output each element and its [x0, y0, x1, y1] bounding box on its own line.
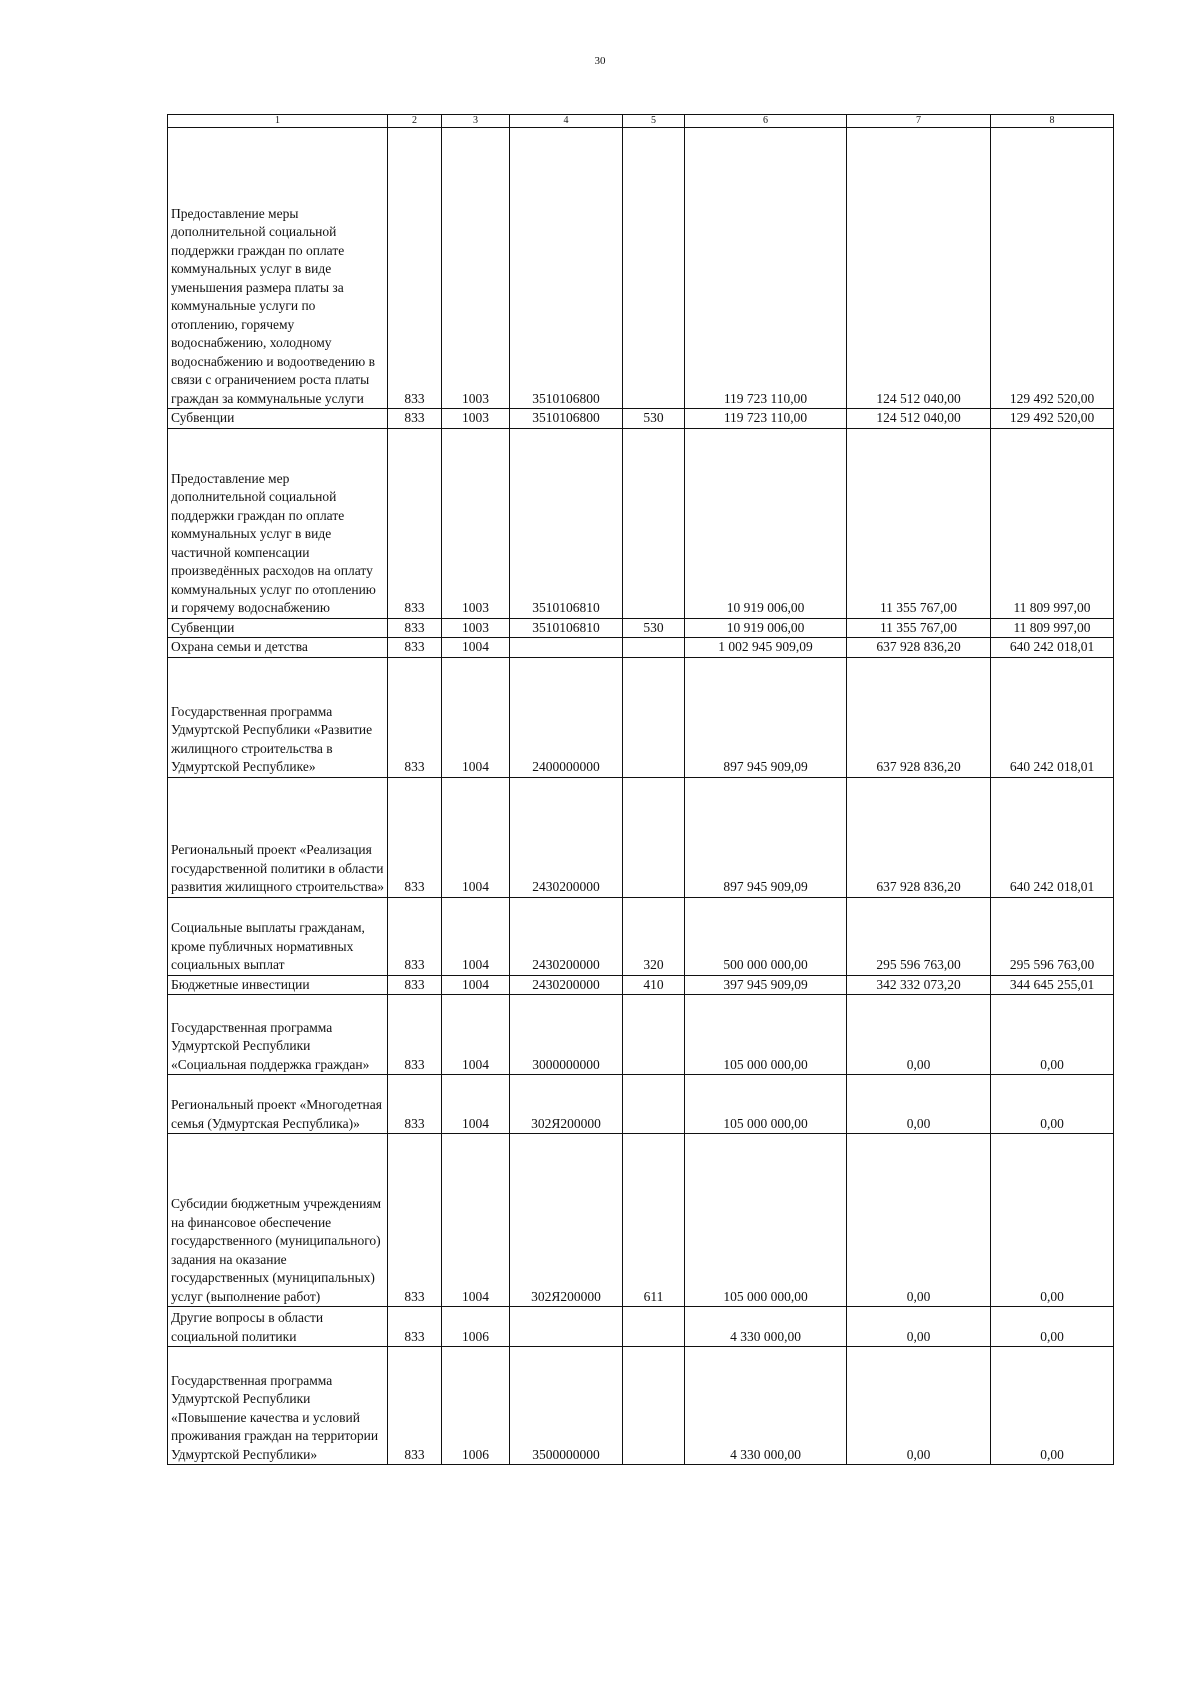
cell-target-article: 3510106800	[510, 409, 623, 429]
cell-amount-7: 124 512 040,00	[847, 128, 991, 409]
cell-admin-code: 833	[388, 995, 442, 1075]
cell-expense-type: 320	[623, 897, 685, 975]
cell-admin-code: 833	[388, 897, 442, 975]
row-name: Государственная программа Удмуртской Республики «Развитие жилищного строительства в Удмуртской Республике»	[168, 657, 388, 777]
cell-target-article: 3510106810	[510, 428, 623, 618]
cell-amount-7: 0,00	[847, 1075, 991, 1134]
cell-target-article: 3510106810	[510, 618, 623, 638]
row-name: Предоставление мер дополнительной социальной поддержки граждан по оплате коммунальных услуг в виде частичной компенсации произведённых расходов на оплату коммунальных услуг по отоплению и горячему водоснабжению	[168, 428, 388, 618]
column-header: 5	[623, 115, 685, 128]
table-row	[168, 1134, 1114, 1307]
cell-admin-code: 833	[388, 1347, 442, 1465]
column-number-row	[168, 115, 1114, 128]
cell-amount-7: 295 596 763,00	[847, 897, 991, 975]
cell-section: 1003	[442, 128, 510, 409]
cell-amount-8: 0,00	[991, 1134, 1114, 1307]
cell-expense-type: 410	[623, 975, 685, 995]
cell-section: 1004	[442, 777, 510, 897]
table-row	[168, 975, 1114, 995]
cell-section: 1006	[442, 1307, 510, 1347]
cell-section: 1006	[442, 1347, 510, 1465]
row-name: Региональный проект «Многодетная семья (Удмуртская Республика)»	[168, 1075, 388, 1134]
cell-expense-type	[623, 1347, 685, 1465]
cell-section: 1004	[442, 897, 510, 975]
cell-expense-type	[623, 128, 685, 409]
cell-admin-code: 833	[388, 657, 442, 777]
table-row	[168, 1307, 1114, 1347]
row-name: Бюджетные инвестиции	[168, 975, 388, 995]
cell-admin-code: 833	[388, 409, 442, 429]
cell-amount-8: 0,00	[991, 1075, 1114, 1134]
cell-expense-type	[623, 777, 685, 897]
cell-amount-8: 129 492 520,00	[991, 128, 1114, 409]
column-header: 1	[168, 115, 388, 128]
row-name: Субвенции	[168, 409, 388, 429]
cell-amount-6: 105 000 000,00	[685, 995, 847, 1075]
cell-admin-code: 833	[388, 777, 442, 897]
page-number: 30	[594, 55, 606, 67]
cell-amount-7: 637 928 836,20	[847, 638, 991, 658]
cell-amount-6: 105 000 000,00	[685, 1134, 847, 1307]
cell-amount-7: 0,00	[847, 1307, 991, 1347]
cell-amount-7: 11 355 767,00	[847, 428, 991, 618]
cell-admin-code: 833	[388, 1075, 442, 1134]
cell-admin-code: 833	[388, 128, 442, 409]
cell-target-article: 2430200000	[510, 975, 623, 995]
row-name: Другие вопросы в области социальной политики	[168, 1307, 388, 1347]
cell-admin-code: 833	[388, 638, 442, 658]
cell-amount-6: 1 002 945 909,09	[685, 638, 847, 658]
cell-amount-8: 640 242 018,01	[991, 638, 1114, 658]
cell-target-article	[510, 638, 623, 658]
column-header: 3	[442, 115, 510, 128]
table-row	[168, 1347, 1114, 1465]
cell-admin-code: 833	[388, 1307, 442, 1347]
cell-amount-6: 10 919 006,00	[685, 618, 847, 638]
cell-amount-8: 640 242 018,01	[991, 657, 1114, 777]
row-name: Субвенции	[168, 618, 388, 638]
cell-target-article: 3000000000	[510, 995, 623, 1075]
cell-section: 1004	[442, 995, 510, 1075]
cell-section: 1004	[442, 975, 510, 995]
table-row	[168, 638, 1114, 658]
column-header: 7	[847, 115, 991, 128]
cell-amount-8: 11 809 997,00	[991, 618, 1114, 638]
row-name: Предоставление меры дополнительной социальной поддержки граждан по оплате коммунальных услуг в виде уменьшения размера платы за коммунальные услуги по отоплению, горячему водоснабжению, холодному водоснабжению и водоотведению в связи с ограничением роста платы граждан за коммунальные услуги	[168, 128, 388, 409]
cell-amount-6: 500 000 000,00	[685, 897, 847, 975]
cell-expense-type: 530	[623, 618, 685, 638]
column-header: 6	[685, 115, 847, 128]
cell-section: 1003	[442, 618, 510, 638]
row-name: Региональный проект «Реализация государственной политики в области развития жилищного строительства»	[168, 777, 388, 897]
cell-amount-6: 897 945 909,09	[685, 657, 847, 777]
cell-amount-6: 4 330 000,00	[685, 1307, 847, 1347]
table-row	[168, 128, 1114, 409]
cell-amount-8: 344 645 255,01	[991, 975, 1114, 995]
cell-expense-type: 611	[623, 1134, 685, 1307]
cell-amount-6: 397 945 909,09	[685, 975, 847, 995]
table-row	[168, 897, 1114, 975]
table-row	[168, 1075, 1114, 1134]
cell-expense-type	[623, 657, 685, 777]
row-name: Государственная программа Удмуртской Республики «Социальная поддержка граждан»	[168, 995, 388, 1075]
cell-target-article: 3510106800	[510, 128, 623, 409]
cell-amount-8: 0,00	[991, 995, 1114, 1075]
cell-amount-7: 0,00	[847, 1347, 991, 1465]
cell-amount-8: 0,00	[991, 1307, 1114, 1347]
cell-expense-type	[623, 428, 685, 618]
cell-amount-6: 4 330 000,00	[685, 1347, 847, 1465]
cell-section: 1004	[442, 638, 510, 658]
table-row	[168, 777, 1114, 897]
row-name: Государственная программа Удмуртской Республики «Повышение качества и условий проживания граждан на территории Удмуртской Республики»	[168, 1347, 388, 1465]
cell-expense-type	[623, 1075, 685, 1134]
cell-section: 1004	[442, 1134, 510, 1307]
table-row	[168, 618, 1114, 638]
cell-amount-7: 124 512 040,00	[847, 409, 991, 429]
cell-amount-7: 0,00	[847, 995, 991, 1075]
column-header: 2	[388, 115, 442, 128]
budget-table	[167, 114, 1114, 1465]
cell-amount-6: 105 000 000,00	[685, 1075, 847, 1134]
cell-admin-code: 833	[388, 1134, 442, 1307]
cell-expense-type: 530	[623, 409, 685, 429]
cell-amount-8: 11 809 997,00	[991, 428, 1114, 618]
cell-amount-6: 119 723 110,00	[685, 409, 847, 429]
column-header: 4	[510, 115, 623, 128]
cell-admin-code: 833	[388, 975, 442, 995]
table-row	[168, 428, 1114, 618]
cell-admin-code: 833	[388, 618, 442, 638]
cell-amount-8: 129 492 520,00	[991, 409, 1114, 429]
cell-target-article: 2400000000	[510, 657, 623, 777]
cell-amount-7: 0,00	[847, 1134, 991, 1307]
cell-section: 1004	[442, 1075, 510, 1134]
cell-amount-7: 637 928 836,20	[847, 657, 991, 777]
cell-target-article: 3500000000	[510, 1347, 623, 1465]
cell-amount-7: 11 355 767,00	[847, 618, 991, 638]
cell-amount-7: 342 332 073,20	[847, 975, 991, 995]
cell-amount-8: 640 242 018,01	[991, 777, 1114, 897]
cell-section: 1003	[442, 409, 510, 429]
cell-amount-6: 897 945 909,09	[685, 777, 847, 897]
cell-target-article: 2430200000	[510, 777, 623, 897]
table-row	[168, 995, 1114, 1075]
cell-amount-8: 295 596 763,00	[991, 897, 1114, 975]
row-name: Охрана семьи и детства	[168, 638, 388, 658]
cell-target-article: 302Я200000	[510, 1075, 623, 1134]
cell-target-article	[510, 1307, 623, 1347]
cell-expense-type	[623, 1307, 685, 1347]
cell-admin-code: 833	[388, 428, 442, 618]
table-row	[168, 409, 1114, 429]
cell-amount-6: 119 723 110,00	[685, 128, 847, 409]
table-row	[168, 657, 1114, 777]
row-name: Социальные выплаты гражданам, кроме публичных нормативных социальных выплат	[168, 897, 388, 975]
cell-section: 1003	[442, 428, 510, 618]
row-name: Субсидии бюджетным учреждениям на финансовое обеспечение государственного (муниципального) задания на оказание государственных (муниципальных) услуг (выполнение работ)	[168, 1134, 388, 1307]
cell-amount-6: 10 919 006,00	[685, 428, 847, 618]
cell-section: 1004	[442, 657, 510, 777]
cell-target-article: 302Я200000	[510, 1134, 623, 1307]
column-header: 8	[991, 115, 1114, 128]
cell-expense-type	[623, 638, 685, 658]
cell-target-article: 2430200000	[510, 897, 623, 975]
cell-amount-8: 0,00	[991, 1347, 1114, 1465]
cell-amount-7: 637 928 836,20	[847, 777, 991, 897]
cell-expense-type	[623, 995, 685, 1075]
